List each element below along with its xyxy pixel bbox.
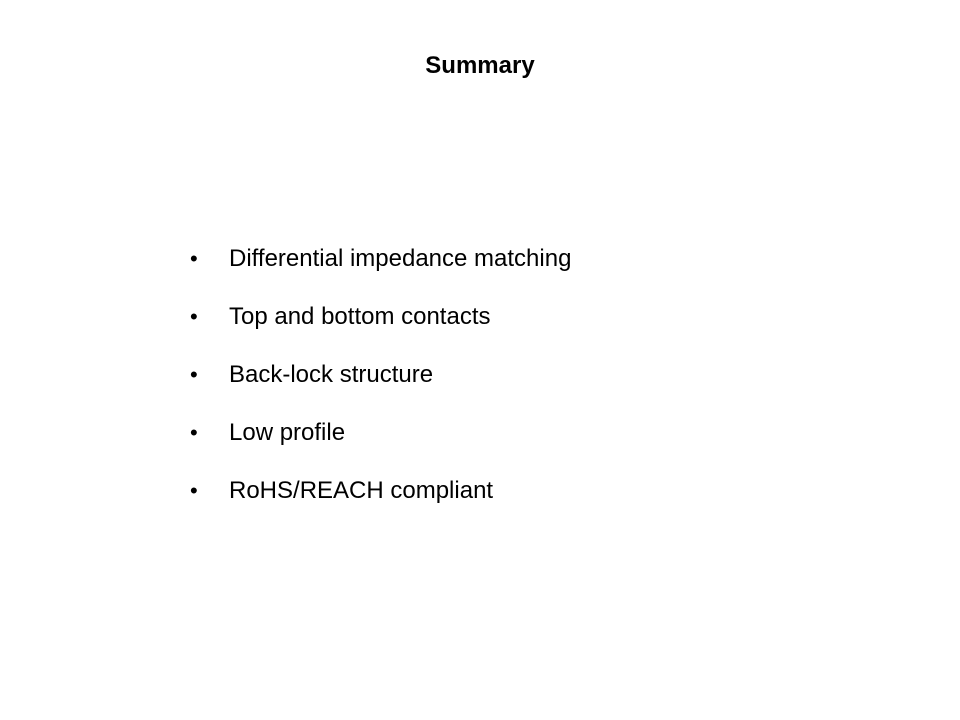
slide-title: Summary	[425, 52, 535, 79]
bullet-dot-icon: •	[190, 246, 198, 271]
bullet-text: RoHS/REACH compliant	[229, 477, 494, 504]
bullet-dot-icon: •	[190, 420, 198, 445]
bullet-text: Back-lock structure	[229, 361, 434, 388]
bullet-item	[190, 240, 571, 278]
bullet-item	[190, 298, 571, 336]
bullet-item	[190, 356, 571, 394]
bullet-item	[190, 472, 571, 510]
bullet-dot-icon: •	[190, 304, 198, 329]
bullet-list	[190, 240, 571, 530]
bullet-text: Top and bottom contacts	[229, 303, 491, 330]
bullet-text: Low profile	[229, 419, 346, 446]
bullet-dot-icon: •	[190, 362, 198, 387]
bullet-dot-icon: •	[190, 478, 198, 503]
bullet-item	[190, 414, 571, 452]
bullet-text: Differential impedance matching	[229, 245, 572, 272]
